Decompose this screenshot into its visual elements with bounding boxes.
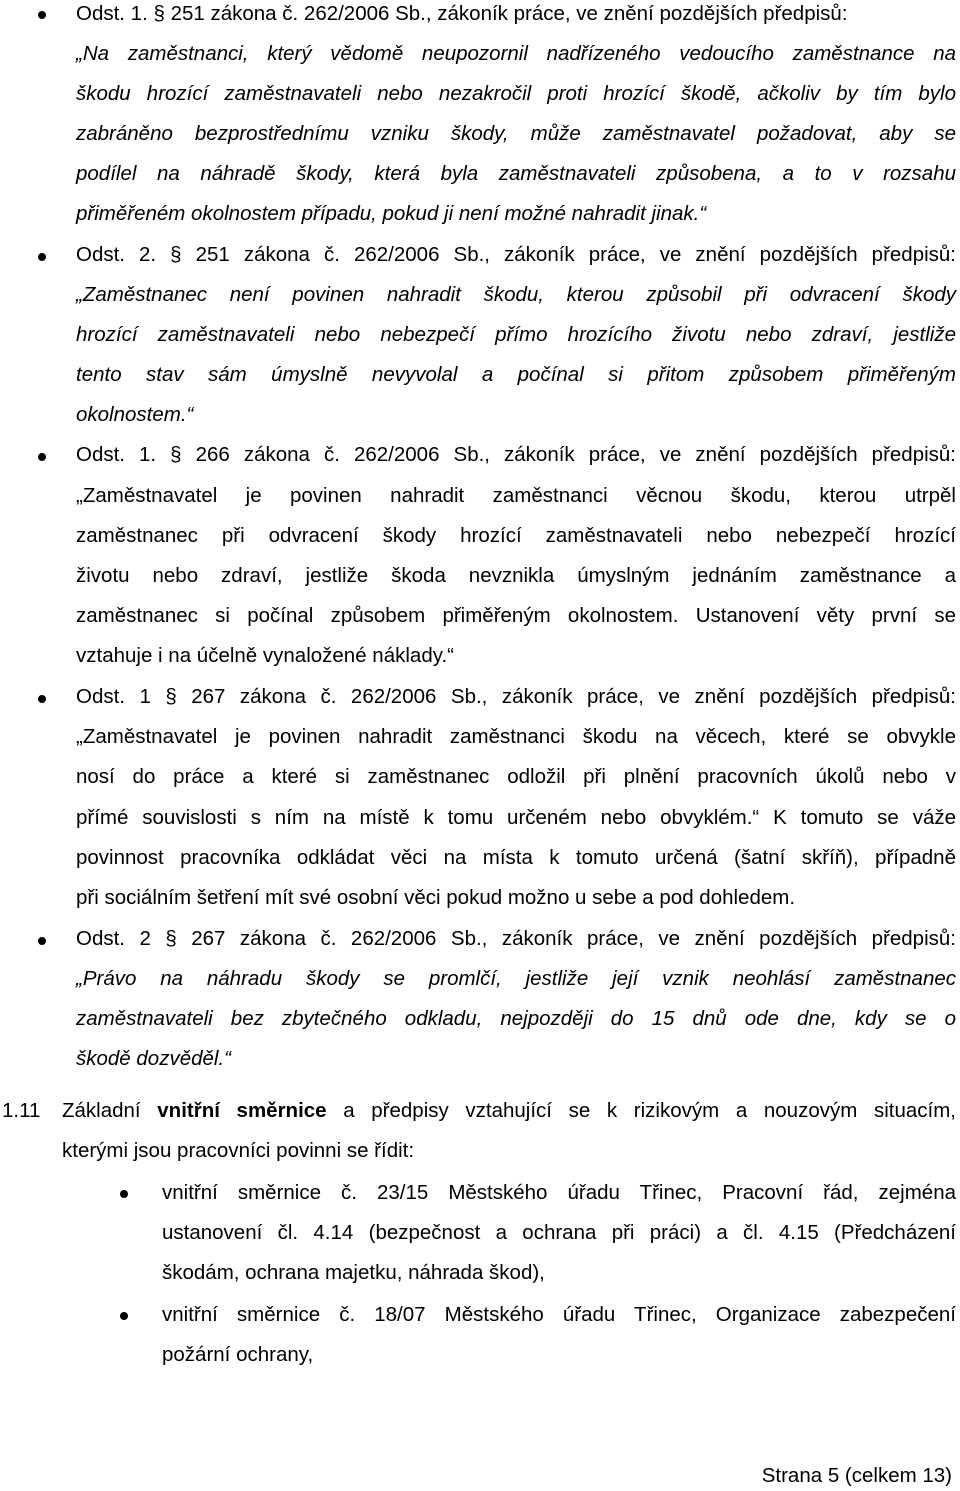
quote-line: nosí do práce a které si zaměstnanec odložil při plnění pracovních úkolů nebo v [76,765,956,788]
bullet-icon [38,937,46,945]
quote-line: „Zaměstnavatel je povinen nahradit zaměstnanci věcnou škodu, kterou utrpěl [76,484,956,507]
quote-line: hrozící zaměstnavateli nebo nebezpečí přímo hrozícího životu nebo zdraví, jestliže [76,323,956,346]
section-number: 1.11 [2,1099,41,1122]
sub-item-line: ustanovení čl. 4.14 (bezpečnost a ochrana při práci) a čl. 4.15 (Předcházení [162,1221,956,1244]
quote-line: podílel na náhradě škody, která byla zaměstnavateli způsobena, a to v rozsahu [76,162,956,185]
quote-line: přiměřeném okolnostem případu, pokud ji není možné nahradit jinak.“ [76,202,707,225]
bullet-icon [38,453,46,461]
citation-header: Odst. 1 § 267 zákona č. 262/2006 Sb., zákoník práce, ve znění pozdějších předpisů: [76,685,956,708]
sub-item-line: vnitřní směrnice č. 18/07 Městského úřadu Třinec, Organizace zabezpečení [162,1303,956,1326]
section-heading-line [62,1099,956,1123]
page-footer: Strana 5 (celkem 13) [761,1464,952,1487]
quote-line: při sociálním šetření mít své osobní věci pokud možno u sebe a pod dohledem. [76,886,796,909]
quote-line: vztahuje i na účelně vynaložené náklady.“ [76,644,454,667]
section-heading-part: Základní [62,1099,158,1122]
bullet-icon [120,1190,128,1198]
quote-line: „Na zaměstnanci, který vědomě neupozornil nadřízeného vedoucího zaměstnance na [76,42,956,65]
quote-line: škodu hrozící zaměstnavateli nebo nezakročil proti hrozící škodě, ačkoliv by tím bylo [76,82,956,105]
sub-item-line: škodám, ochrana majetku, náhrada škod), [162,1261,545,1284]
quote-line: tento stav sám úmyslně nevyvolal a počínal si přitom způsobem přiměřeným [76,363,956,386]
quote-line: zaměstnanec při odvracení škody hrozící zaměstnavateli nebo nebezpečí hrozící [76,524,956,547]
section-heading-part: a předpisy vztahující se k rizikovým a nouzovým situacím, [326,1099,956,1122]
citation-header: Odst. 2. § 251 zákona č. 262/2006 Sb., zákoník práce, ve znění pozdějších předpisů: [76,243,956,266]
citation-header: Odst. 2 § 267 zákona č. 262/2006 Sb., zákoník práce, ve znění pozdějších předpisů: [76,927,956,950]
quote-line: okolnostem.“ [76,403,194,426]
section-heading-line: kterými jsou pracovníci povinni se řídit: [62,1139,415,1162]
section-heading-bold: vnitřní směrnice [157,1099,327,1122]
quote-line: „Zaměstnavatel je povinen nahradit zaměstnanci škodu na věcech, které se obvykle [76,725,956,748]
sub-item-line: vnitřní směrnice č. 23/15 Městského úřadu Třinec, Pracovní řád, zejména [162,1181,956,1204]
quote-line: přímé souvislosti s ním na místě k tomu určeném nebo obvyklém.“ K tomuto se váže [76,806,956,829]
quote-line: životu nebo zdraví, jestliže škoda nevznikla úmyslným jednáním zaměstnance a [76,564,956,587]
citation-header: Odst. 1. § 266 zákona č. 262/2006 Sb., zákoník práce, ve znění pozdějších předpisů: [76,443,956,466]
quote-line: zabráněno bezprostřednímu vzniku škody, může zaměstnavatel požadovat, aby se [76,122,956,145]
quote-line: škodě dozvěděl.“ [76,1047,231,1070]
bullet-icon [38,11,46,19]
bullet-icon [38,253,46,261]
bullet-icon [120,1312,128,1320]
quote-line: zaměstnanec si počínal způsobem přiměřeným okolnostem. Ustanovení věty první se [76,604,956,627]
citation-header: Odst. 1. § 251 zákona č. 262/2006 Sb., zákoník práce, ve znění pozdějších předpisů: [76,2,848,25]
quote-line: povinnost pracovníka odkládat věci na místa k tomuto určená (šatní skříň), případně [76,846,956,869]
quote-line: „Právo na náhradu škody se promlčí, jestliže její vznik neohlásí zaměstnanec [76,967,956,990]
quote-line: zaměstnavateli bez zbytečného odkladu, nejpozději do 15 dnů ode dne, kdy se o [76,1007,956,1030]
sub-item-line: požární ochrany, [162,1343,314,1366]
bullet-icon [38,695,46,703]
quote-line: „Zaměstnanec není povinen nahradit škodu, kterou způsobil při odvracení škody [76,283,956,306]
